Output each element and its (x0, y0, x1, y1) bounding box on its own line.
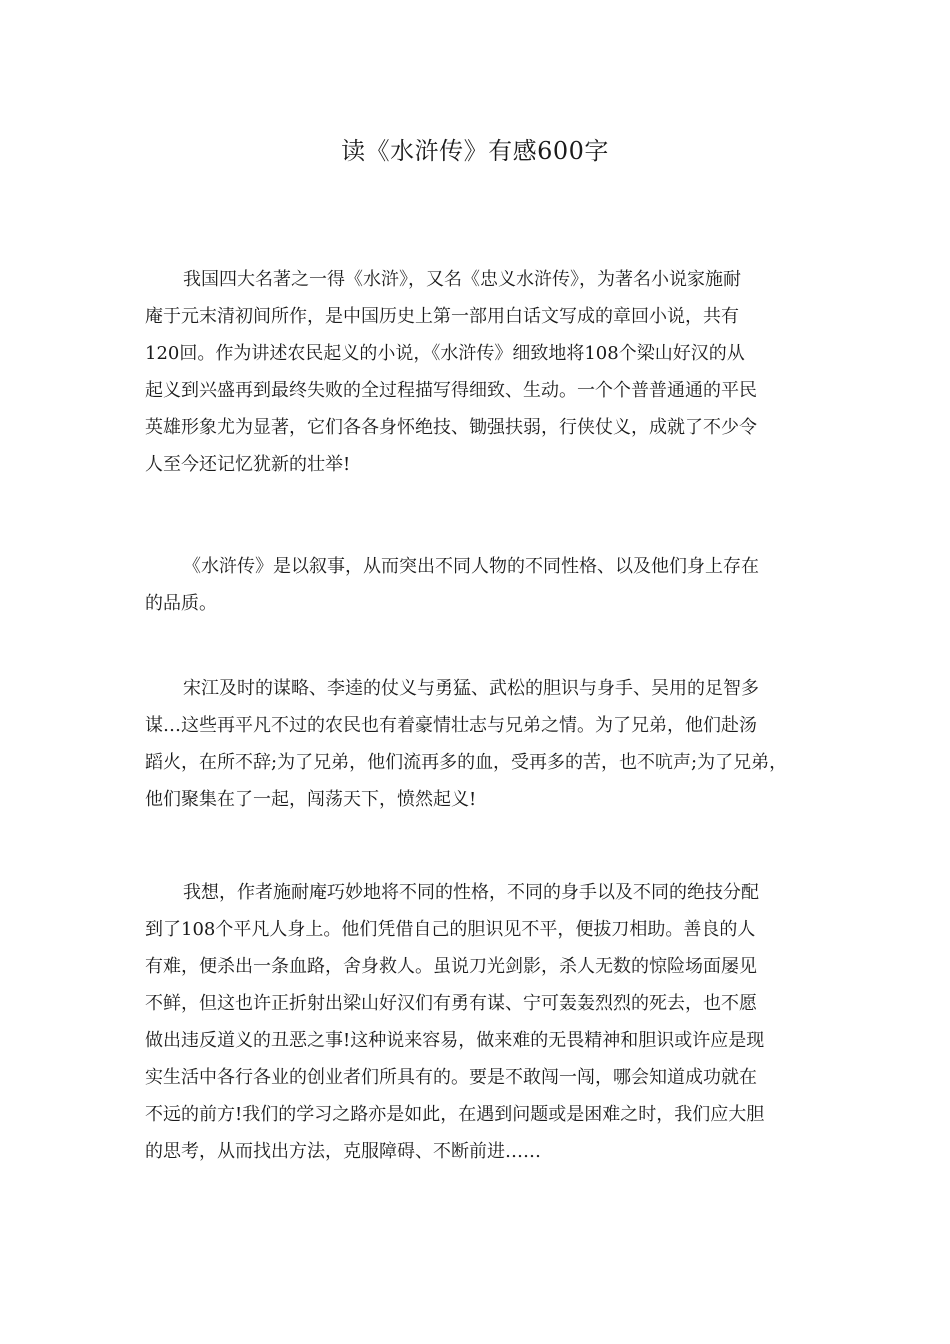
paragraph-line: 做出违反道义的丑恶之事!这种说来容易，做来难的无畏精神和胆识或许应是现 (145, 1030, 765, 1051)
paragraph-line: 起义到兴盛再到最终失败的全过程描写得细致、生动。一个个普普通通的平民 (145, 380, 757, 401)
paragraph-line: 宋江及时的谋略、李逵的仗义与勇猛、武松的胆识与身手、吴用的足智多 (183, 678, 759, 699)
paragraph-line: 实生活中各行各业的创业者们所具有的。要是不敢闯一闯，哪会知道成功就在 (145, 1067, 757, 1088)
paragraph-line: 庵于元末清初间所作，是中国历史上第一部用白话文写成的章回小说，共有 (145, 306, 739, 327)
paragraph-line: 《水浒传》是以叙事，从而突出不同人物的不同性格、以及他们身上存在 (183, 556, 759, 577)
paragraph-line: 谋…这些再平凡不过的农民也有着豪情壮志与兄弟之情。为了兄弟，他们赴汤 (145, 715, 757, 736)
paragraph-line: 不远的前方!我们的学习之路亦是如此，在遇到问题或是困难之时，我们应大胆 (145, 1104, 765, 1125)
document-title: 读《水浒传》有感600字 (341, 137, 609, 165)
paragraph-3 (145, 670, 817, 818)
paragraph-line: 的思考，从而找出方法，克服障碍、不断前进…… (145, 1141, 541, 1162)
paragraph-line: 不鲜，但这也许正折射出梁山好汉们有勇有谋、宁可轰轰烈烈的死去，也不愿 (145, 993, 757, 1014)
paragraph-line: 的品质。 (145, 593, 217, 614)
paragraph-line: 120回。作为讲述农民起义的小说，《水浒传》细致地将108个梁山好汉的从 (145, 343, 745, 364)
paragraph-line: 人至今还记忆犹新的壮举! (145, 454, 351, 475)
paragraph-line: 他们聚集在了一起，闯荡天下，愤然起义! (145, 789, 477, 810)
paragraph-2 (145, 548, 817, 622)
paragraph-line: 到了108个平凡人身上。他们凭借自己的胆识见不平，便拔刀相助。善良的人 (145, 919, 756, 940)
paragraph-line: 我想，作者施耐庵巧妙地将不同的性格，不同的身手以及不同的绝技分配 (183, 882, 759, 903)
paragraph-line: 蹈火，在所不辞;为了兄弟，他们流再多的血，受再多的苦，也不吭声;为了兄弟， (145, 752, 788, 773)
paragraph-4 (145, 874, 817, 1170)
paragraph-line: 有难，便杀出一条血路，舍身救人。虽说刀光剑影，杀人无数的惊险场面屡见 (145, 956, 757, 977)
paragraph-line: 英雄形象尤为显著，它们各各身怀绝技、锄强扶弱，行侠仗义，成就了不少令 (145, 417, 757, 438)
paragraph-line: 我国四大名著之一得《水浒》，又名《忠义水浒传》，为著名小说家施耐 (183, 269, 741, 290)
paragraph-1 (145, 261, 817, 483)
